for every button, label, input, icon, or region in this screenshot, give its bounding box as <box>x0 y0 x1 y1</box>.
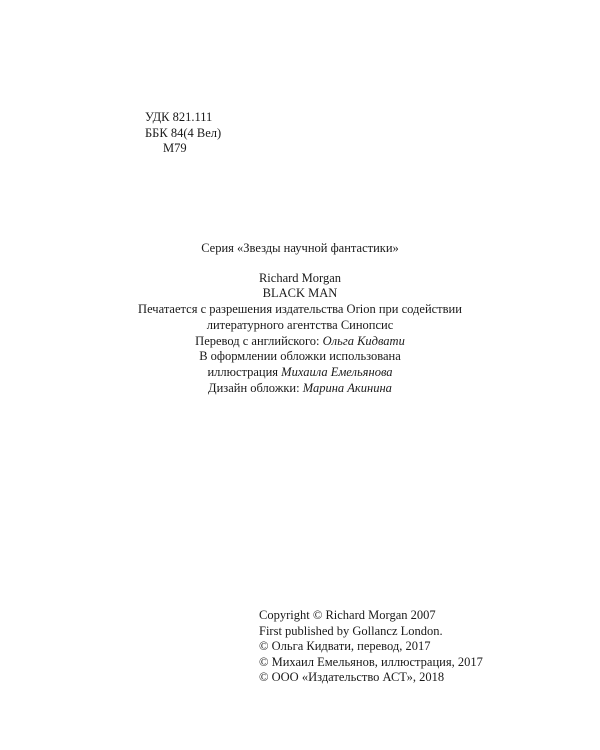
classification-codes <box>145 110 221 157</box>
publication-note-line1: Печатается с разрешения издательства Orion при содействии <box>138 302 462 317</box>
series-name: Серия «Звезды научной фантастики» <box>201 241 399 255</box>
copyright-line: First published by Gollancz London. <box>259 623 443 638</box>
publication-note-line2: литературного агентства Синопсис <box>206 317 394 332</box>
translation-credit <box>0 334 600 350</box>
illustration-prefix: иллюстрация <box>207 364 282 379</box>
author-mark: М79 <box>163 141 187 155</box>
book-title: BLACK MAN <box>262 286 338 301</box>
translator-name: Ольга Кидвати <box>322 333 405 348</box>
illustrator-name: Михаила Емельянова <box>281 364 393 379</box>
bbk-code: ББК 84(4 Вел) <box>145 125 222 140</box>
cover-note-line1: В оформлении обложки использована <box>199 349 401 364</box>
udk-code: УДК 821.111 <box>145 110 213 124</box>
publication-info <box>0 241 600 396</box>
translation-prefix: Перевод с английского: <box>195 333 323 348</box>
cover-designer-name: Марина Акинина <box>302 380 392 395</box>
copyright-line: © Михаил Емельянов, иллюстрация, 2017 <box>259 654 483 669</box>
copyright-line: Copyright © Richard Morgan 2007 <box>259 608 436 622</box>
cover-design-credit <box>0 381 600 397</box>
copyright-block <box>259 608 483 686</box>
copyright-line: © ООО «Издательство АСТ», 2018 <box>259 670 445 684</box>
copyright-line: © Ольга Кидвати, перевод, 2017 <box>259 639 431 653</box>
author-name: Richard Morgan <box>258 270 342 285</box>
illustration-credit <box>0 365 600 381</box>
cover-design-prefix: Дизайн обложки: <box>208 380 303 395</box>
